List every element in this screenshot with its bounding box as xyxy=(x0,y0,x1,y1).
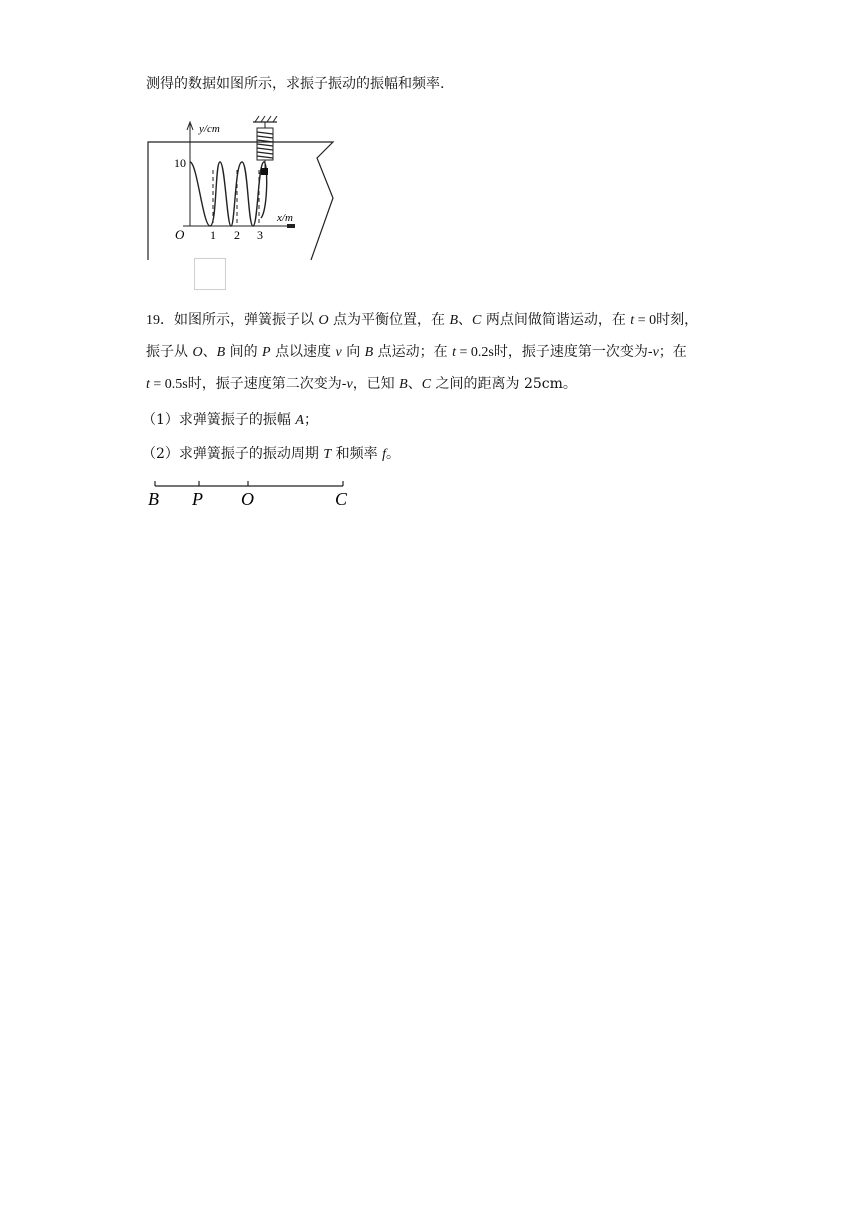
sub2-var-f: f xyxy=(382,447,386,462)
q19-var-B: B xyxy=(449,313,459,328)
q19-var-t: t xyxy=(146,377,150,392)
q19-var-B: B xyxy=(399,377,408,392)
sub1-text: （1）求弹簧振子的振幅 xyxy=(142,412,291,428)
q19-text: 点为平衡位置，在 xyxy=(333,312,446,328)
q19-text: 如图所示，弹簧振子以 xyxy=(174,312,314,328)
wave-curve xyxy=(190,162,267,226)
sub1-text: ； xyxy=(303,412,318,428)
ceiling-hatch xyxy=(255,116,277,122)
q19-var-t: t xyxy=(452,345,456,360)
sub2-text: 。 xyxy=(385,446,400,462)
label-O: O xyxy=(241,489,254,509)
y-axis-label: y/cm xyxy=(199,123,220,135)
q19-text: ；在 xyxy=(658,344,687,360)
q19-text: 两点间做简谐运动，在 xyxy=(485,312,626,328)
q19-sep: 、 xyxy=(458,312,473,328)
q19-var-O: O xyxy=(192,345,203,360)
q19-eq: = 0 xyxy=(634,313,657,328)
q19-text: ，已知 xyxy=(352,376,395,392)
x-axis-label: x/m xyxy=(277,212,293,224)
wave-spring-figure xyxy=(145,110,345,295)
x-tick-1: 1 xyxy=(210,228,216,242)
q19-var-C: C xyxy=(421,377,432,392)
q19-var-t: t xyxy=(630,313,635,328)
question-number: 19． xyxy=(146,313,174,328)
label-C: C xyxy=(335,489,348,509)
q19-line3 xyxy=(146,374,577,395)
q19-eq: = 0.5s xyxy=(149,377,188,392)
spring-coils xyxy=(257,132,273,158)
sub2-text: 和频率 xyxy=(335,446,378,462)
q19-var-v: v xyxy=(652,345,659,360)
label-P: P xyxy=(192,489,203,509)
intro-text: 测得的数据如图所示，求振子振动的振幅和频率. xyxy=(146,76,445,92)
q19-var-P: P xyxy=(262,345,271,360)
image-placeholder-box xyxy=(194,258,226,290)
sub2-var-T: T xyxy=(323,447,332,462)
x-tick-2: 2 xyxy=(234,228,240,242)
x-axis-marker xyxy=(287,224,295,228)
q19-text: 点运动；在 xyxy=(377,344,448,360)
q19-text: 振子从 xyxy=(146,344,188,360)
q19-var-C: C xyxy=(472,313,482,328)
q19-line1 xyxy=(146,310,698,331)
q19-sep: 、 xyxy=(407,376,422,392)
q19-text: 点以速度 xyxy=(275,344,332,360)
q19-text: 时，振子速度第一次变为- xyxy=(493,344,653,360)
q19-text: 之间的距离为 25cm。 xyxy=(435,376,577,392)
q19-text: 间的 xyxy=(229,344,258,360)
q19-eq: = 0.2s xyxy=(456,345,494,360)
q19-sub1 xyxy=(142,410,318,431)
x-tick-3: 3 xyxy=(257,228,263,242)
q19-sep: 、 xyxy=(202,344,217,360)
sub1-var-A: A xyxy=(295,413,304,428)
q19-line2 xyxy=(146,342,687,363)
q19-text: 向 xyxy=(346,344,361,360)
q19-text: 时，振子速度第二次变为- xyxy=(187,376,347,392)
sub2-text: （2）求弹簧振子的振动周期 xyxy=(142,446,319,462)
label-B: B xyxy=(148,489,159,509)
q19-sub2 xyxy=(142,444,400,465)
q19-var-B: B xyxy=(216,345,226,360)
y-tick-10: 10 xyxy=(174,156,186,170)
q19-text: 时刻， xyxy=(656,312,699,328)
q19-var-B: B xyxy=(364,345,374,360)
mass-block xyxy=(261,168,268,175)
q19-var-v: v xyxy=(346,377,353,392)
q19-var-O: O xyxy=(318,313,329,328)
bpoc-line-figure xyxy=(145,476,365,512)
origin-label: O xyxy=(175,227,185,242)
q19-var-v: v xyxy=(335,345,342,360)
